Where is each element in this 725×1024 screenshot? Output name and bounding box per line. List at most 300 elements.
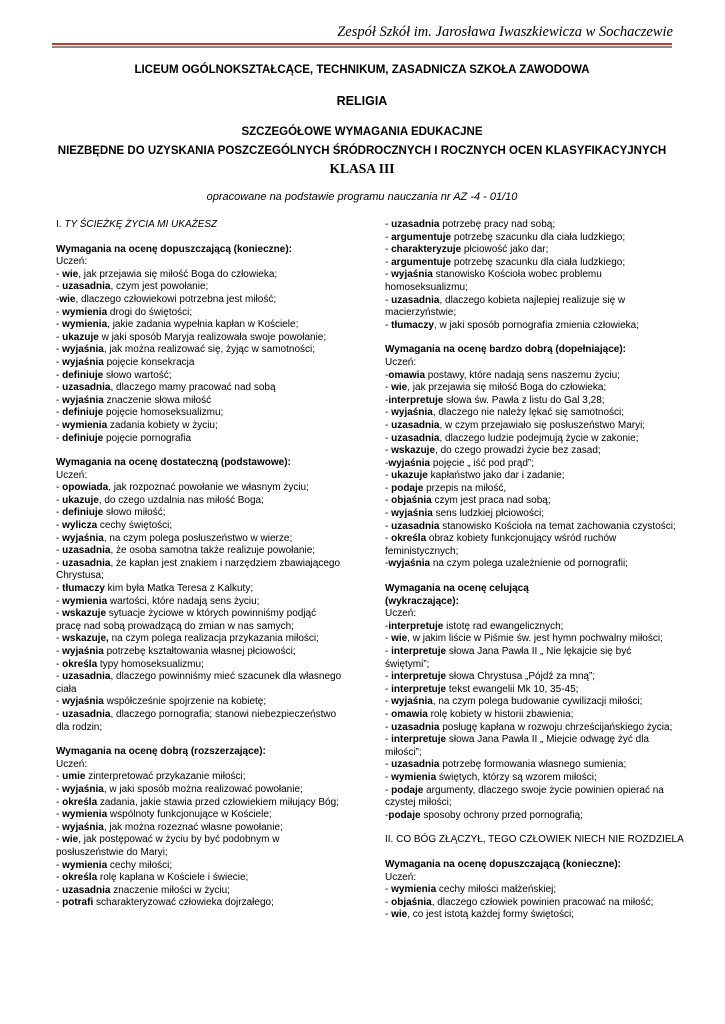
item-verb: wyjaśnia	[62, 394, 104, 406]
item-dash: -	[56, 520, 63, 532]
item-verb: wymienia	[391, 771, 437, 783]
requirement-item	[385, 495, 685, 508]
item-verb: argumentuje	[391, 231, 452, 243]
item-dash: -	[56, 545, 63, 557]
item-text: w jaki sposób Maryja realizowała swoje powołanie;	[98, 331, 327, 343]
item-verb: interpretuje	[388, 620, 444, 632]
item-text: , do czego prowadzi życie bez zasad;	[435, 445, 601, 457]
item-text: , dlaczego nie należy lękać się samotności;	[432, 407, 625, 419]
item-verb: podaje	[388, 809, 421, 821]
item-text: zadania kobiety w życiu;	[107, 419, 218, 431]
requirement-item	[385, 232, 685, 245]
item-text: potrzebę szacunku dla ciała ludzkiego;	[451, 231, 626, 243]
item-verb: uzasadnia	[391, 759, 440, 771]
item-dash: -	[56, 859, 63, 871]
requirement-item	[56, 433, 374, 446]
item-dash: -	[56, 633, 63, 645]
item-text: słowo miłość;	[103, 507, 166, 519]
item-text: stanowisko Kościoła na temat zachowania czystości;	[439, 520, 676, 532]
paragraph-gap	[56, 734, 374, 746]
item-verb: wymienia	[62, 419, 108, 431]
item-dash: -	[385, 407, 392, 419]
item-text: , jak można realizować się, żyjąc w samotności;	[103, 344, 315, 356]
item-text: na czym polega realizacja przykazania miłości;	[108, 633, 319, 645]
requirement-item	[56, 696, 374, 709]
item-verb: wyjaśnia	[62, 821, 104, 833]
item-verb: wyjaśnia	[388, 558, 431, 570]
item-verb: wyjaśnia	[62, 532, 104, 544]
text-line: Uczeń:	[385, 356, 417, 368]
requirement-item	[385, 633, 685, 646]
item-text: słowa Jana Pawła II „ Nie lękajcie się być	[446, 646, 632, 657]
item-verb: wskazuje	[391, 445, 436, 457]
item-verb: wyjaśnia	[391, 407, 433, 419]
item-dash: -	[56, 771, 63, 783]
item-dash: -	[56, 834, 63, 846]
item-text: , dlaczego człowiekowi potrzebna jest miłość;	[75, 293, 277, 305]
item-dash: -	[385, 671, 392, 683]
requirement-item	[56, 281, 374, 294]
requirement-item	[385, 785, 685, 798]
item-verb: wymienia	[62, 306, 108, 318]
requirement-item	[56, 533, 374, 546]
requirement-item	[385, 909, 685, 922]
requirement-item	[56, 659, 374, 672]
text-line: feministycznych;	[385, 545, 459, 557]
item-text: , na czym polega budowanie cywilizacji miłości;	[432, 696, 643, 708]
item-text: rolę kobiety w historii zbawienia;	[427, 708, 574, 720]
item-dash: -	[385, 508, 392, 520]
item-text: kim była Matka Teresa z Kalkuty;	[104, 583, 254, 595]
item-dash: -	[56, 821, 63, 833]
item-text: , dlaczego kobieta najlepiej realizuje się w	[439, 294, 626, 306]
item-dash: -	[56, 356, 63, 368]
item-verb: wie	[59, 293, 76, 305]
item-verb: interpretuje	[391, 734, 447, 746]
text-line: Uczeń:	[56, 758, 88, 770]
text-line: czystej miłości;	[385, 797, 452, 809]
item-dash: -	[385, 708, 392, 720]
requirement-item	[385, 722, 685, 735]
item-dash: -	[56, 532, 63, 544]
item-verb: wymienia	[391, 884, 437, 896]
item-text: znaczenie miłości w życiu;	[110, 884, 230, 896]
item-text: stanowisko Kościoła wobec problemu	[432, 269, 602, 281]
item-verb: uzasadnia	[62, 884, 111, 896]
item-verb: podaje	[391, 482, 424, 494]
requirement-item	[385, 646, 685, 659]
requirement-item	[56, 294, 374, 307]
item-verb: wyjaśnia	[388, 457, 431, 469]
item-dash: -	[385, 231, 392, 243]
item-text: , dlaczego ludzie podejmują życie w zakonie;	[439, 432, 639, 444]
item-text: argumenty, dlaczego swoje życie powinien opierać na	[423, 784, 664, 796]
requirements-title-line1: SZCZEGÓŁOWE WYMAGANIA EDUKACJNE	[241, 126, 483, 138]
text-line: miłości”;	[385, 746, 422, 758]
item-text: sytuacje życiowe w których powinniśmy podjąć	[106, 608, 317, 620]
requirement-item	[56, 809, 374, 822]
item-text: na czym polega uzależnienie od pornografii;	[430, 558, 628, 570]
item-dash: -	[56, 783, 63, 795]
item-dash: -	[56, 696, 63, 708]
item-verb: interpretuje	[388, 394, 444, 406]
item-dash: -	[56, 331, 63, 343]
item-verb: definiuje	[62, 507, 104, 519]
requirement-item	[385, 483, 685, 496]
item-dash: -	[385, 244, 392, 256]
requirement-item	[56, 269, 374, 282]
item-dash: -	[56, 872, 63, 884]
text-line: Uczeń:	[56, 469, 88, 481]
item-text: słowa św. Pawła z listu do Gal 3,28;	[443, 394, 605, 406]
item-verb: uzasadnia	[391, 520, 440, 532]
requirement-item	[385, 759, 685, 772]
paragraph-gap	[385, 847, 685, 859]
requirement-item	[385, 884, 685, 897]
item-text: słowo wartość;	[103, 369, 172, 381]
item-dash: -	[385, 369, 389, 381]
requirement-item	[385, 445, 685, 458]
item-text: drogi do świętości;	[107, 306, 193, 318]
requirement-item	[56, 671, 374, 684]
item-dash: -	[56, 419, 63, 431]
item-text: pojęcie „ iść pod prąd”;	[430, 457, 534, 469]
item-verb: uzasadnia	[62, 557, 111, 569]
left-column	[56, 219, 374, 910]
item-verb: uzasadnia	[62, 545, 111, 557]
requirement-item	[385, 521, 685, 534]
item-verb: wyjaśnia	[62, 356, 104, 368]
text-line: Uczeń:	[56, 256, 88, 268]
text-line: Uczeń:	[385, 871, 417, 883]
item-dash: -	[56, 268, 63, 280]
item-verb: objaśnia	[391, 495, 432, 507]
requirement-item	[56, 382, 374, 395]
item-dash: -	[385, 696, 392, 708]
item-verb: wymienia	[62, 859, 108, 871]
item-dash: -	[56, 671, 63, 683]
grade-heading: Wymagania na ocenę dopuszczającą (konieczne):	[385, 858, 621, 870]
item-text: posługę kapłana w rozwoju chrześcijańskiego życia;	[439, 721, 673, 733]
item-verb: uzasadnia	[391, 219, 440, 230]
item-verb: uzasadnia	[391, 432, 440, 444]
item-text: , dlaczego człowiek powinien pracować na miłość;	[431, 896, 654, 908]
requirement-item	[385, 470, 685, 483]
item-dash: -	[56, 796, 63, 808]
item-verb: wymienia	[62, 595, 108, 607]
item-verb: umie	[62, 771, 86, 783]
item-text: , dlaczego mamy pracować nad sobą	[110, 382, 276, 394]
item-text: czym jest praca nad sobą;	[431, 495, 551, 507]
item-text: pojęcie konsekracja	[103, 356, 195, 368]
item-dash: -	[56, 708, 63, 720]
paragraph-gap	[56, 445, 374, 457]
requirement-item	[56, 332, 374, 345]
item-text: , że kapłan jest znakiem i narzędziem zbawiającego	[110, 557, 341, 569]
requirement-item	[385, 671, 685, 684]
item-text: typy homoseksualizmu;	[97, 658, 204, 670]
requirement-item	[56, 784, 374, 797]
item-verb: wie	[391, 909, 408, 921]
item-dash: -	[385, 909, 392, 921]
requirements-title-line2: NIEZBĘDNE DO UZYSKANIA POSZCZEGÓLNYCH ŚRÓDROCZNYCH I ROCZNYCH OCEN KLASYFIKACYJNYCH	[57, 145, 667, 157]
requirement-item	[385, 533, 685, 546]
item-dash: -	[385, 520, 392, 532]
item-text: , dlaczego powinniśmy mieć szacunek dla własnego	[110, 671, 342, 683]
school-types-title: LICEUM OGÓLNOKSZTAŁCĄCE, TECHNIKUM, ZASADNICZA SZKOŁA ZAWODOWA	[134, 64, 590, 76]
item-verb: uzasadnia	[62, 382, 111, 394]
item-verb: wymienia	[62, 319, 108, 331]
item-verb: interpretuje	[391, 683, 447, 695]
item-dash: -	[385, 759, 392, 771]
paragraph-gap	[56, 232, 374, 244]
item-text: sens ludzkiej płciowości;	[432, 508, 544, 520]
item-text: , w czym przejawiało się posłuszeństwo Maryi;	[439, 419, 646, 431]
item-dash: -	[385, 256, 392, 268]
item-dash: -	[385, 319, 392, 331]
item-verb: uzasadnia	[62, 281, 111, 293]
text-line: świętymi”;	[385, 658, 430, 670]
klasa-title: KLASA III	[329, 161, 395, 176]
item-text: świętych, którzy są wzorem miłości;	[436, 771, 597, 783]
item-text: pojęcie homoseksualizmu;	[103, 407, 224, 419]
grade-heading: Wymagania na ocenę celującą	[385, 583, 529, 595]
item-text: , w jakim liście w Piśmie św. jest hymn pochwalny miłości;	[407, 633, 663, 645]
item-dash: -	[385, 432, 392, 444]
requirement-item	[385, 709, 685, 722]
item-text: zadania, jakie stawia przed człowiekiem miłujący Bóg;	[97, 796, 339, 808]
item-text: scharakteryzować człowieka dojrzałego;	[93, 897, 274, 909]
header-rule-red	[52, 43, 672, 45]
text-line: macierzyństwie;	[385, 307, 457, 319]
requirement-item	[56, 420, 374, 433]
item-text: , na czym polega posłuszeństwo w wierze;	[103, 532, 293, 544]
item-dash: -	[56, 394, 63, 406]
requirement-item	[56, 834, 374, 847]
item-dash: -	[385, 445, 392, 457]
item-dash: -	[385, 482, 392, 494]
item-verb: definiuje	[62, 369, 104, 381]
item-text: cechy świętości;	[97, 520, 173, 532]
requirement-item	[56, 860, 374, 873]
requirement-item	[56, 558, 374, 571]
item-dash: -	[385, 884, 392, 896]
item-verb: potrafi	[62, 897, 94, 909]
item-text: , w jaki sposób pornografia zmienia człowieka;	[433, 319, 640, 331]
item-text: postawy, które nadają sens naszemu życiu;	[425, 369, 620, 381]
requirement-item	[56, 357, 374, 370]
program-basis: opracowane na podstawie programu nauczania nr AZ -4 - 01/10	[206, 191, 518, 203]
item-dash: -	[385, 269, 392, 281]
item-verb: ukazuje	[62, 331, 99, 343]
requirement-item	[385, 684, 685, 697]
item-dash: -	[385, 646, 392, 657]
item-verb: tłumaczy	[62, 583, 105, 595]
requirement-item	[385, 219, 685, 232]
item-verb: charakteryzuje	[391, 244, 462, 256]
section-title: TY ŚCIEŻKĘ ŻYCIA MI UKAŻESZ	[64, 219, 218, 230]
item-text: , jakie zadania wypełnia kapłan w Kościele;	[107, 319, 299, 331]
item-text: , czym jest powołanie;	[110, 281, 209, 293]
item-verb: ukazuje	[391, 470, 428, 482]
item-verb: podaje	[391, 784, 424, 796]
requirement-item	[385, 395, 685, 408]
requirement-item	[385, 257, 685, 270]
item-text: , jak przejawia się miłość Boga do człowieka;	[78, 268, 278, 280]
item-dash: -	[385, 896, 392, 908]
item-text: pojęcie pornografia	[103, 432, 192, 444]
requirement-item	[385, 734, 685, 747]
item-verb: uzasadnia	[391, 419, 440, 431]
paragraph-gap	[385, 571, 685, 583]
item-dash: -	[385, 394, 389, 406]
item-dash: -	[56, 281, 63, 293]
text-line: posłuszeństwie do Maryi;	[56, 846, 168, 858]
section-number: I.	[56, 219, 65, 230]
item-dash: -	[56, 369, 63, 381]
item-dash: -	[385, 382, 392, 394]
item-text: współcześnie spojrzenie na kobietę;	[103, 696, 267, 708]
item-verb: określa	[62, 796, 98, 808]
item-dash: -	[56, 432, 63, 444]
requirement-item	[56, 709, 374, 722]
item-dash: -	[385, 620, 389, 632]
item-text: , dlaczego pornografia; stanowi niebezpieczeństwo	[110, 708, 337, 720]
requirement-item	[56, 646, 374, 659]
requirement-item	[385, 897, 685, 910]
item-dash: -	[385, 470, 392, 482]
item-text: , jak przejawia się miłość Boga do człowieka;	[407, 382, 607, 394]
paragraph-gap	[385, 332, 685, 344]
item-verb: uzasadnia	[62, 708, 111, 720]
item-text: wartości, które nadają sens życiu;	[107, 595, 260, 607]
requirement-item	[385, 772, 685, 785]
item-dash: -	[56, 557, 63, 569]
grade-heading: Wymagania na ocenę dostateczną (podstawowe):	[56, 457, 291, 469]
item-verb: wyjaśnia	[62, 344, 104, 356]
requirement-item	[56, 395, 374, 408]
item-dash: -	[385, 784, 392, 796]
item-verb: wymienia	[62, 809, 108, 821]
paragraph-gap	[385, 822, 685, 834]
item-verb: określa	[391, 533, 427, 545]
grade-heading: Wymagania na ocenę dopuszczającą (konieczne):	[56, 243, 292, 255]
item-text: zinterpretować przykazanie miłości;	[85, 771, 246, 783]
item-verb: wyjaśnia	[62, 783, 104, 795]
requirement-item	[385, 244, 685, 257]
item-dash: -	[385, 219, 392, 230]
item-text: potrzebę pracy nad sobą;	[439, 219, 556, 230]
item-dash: -	[385, 533, 392, 545]
item-verb: interpretuje	[391, 671, 447, 683]
requirement-item	[56, 319, 374, 332]
requirement-item	[56, 608, 374, 621]
item-verb: wyjaśnia	[391, 508, 433, 520]
text-line: dla rodzin;	[56, 721, 103, 733]
requirement-item	[56, 545, 374, 558]
requirement-item	[56, 344, 374, 357]
item-dash: -	[56, 494, 63, 506]
item-verb: uzasadnia	[391, 294, 440, 306]
item-verb: uzasadnia	[62, 671, 111, 683]
item-verb: omawia	[391, 708, 428, 720]
item-dash: -	[385, 633, 392, 645]
item-dash: -	[56, 306, 63, 318]
item-verb: określa	[62, 658, 98, 670]
requirement-item	[385, 295, 685, 308]
item-verb: definiuje	[62, 432, 104, 444]
item-verb: wie	[62, 834, 79, 846]
item-text: słowa Chrystusa „Pójdź za mną”;	[446, 671, 596, 683]
item-dash: -	[385, 419, 392, 431]
requirement-item	[56, 520, 374, 533]
item-dash: -	[56, 658, 63, 670]
text-line	[56, 219, 374, 232]
item-dash: -	[56, 583, 63, 595]
requirement-item	[56, 872, 374, 885]
requirement-item	[385, 696, 685, 709]
requirement-item	[385, 458, 685, 471]
item-text: słowa Jana Pawła II „ Miejcie odwagę żyć dla	[446, 734, 649, 746]
item-dash: -	[56, 595, 63, 607]
item-verb: tłumaczy	[391, 319, 434, 331]
requirement-item	[385, 558, 685, 571]
item-text: kapłaństwo jako dar i zadanie;	[427, 470, 565, 482]
item-text: , jak można rozeznać własne powołanie;	[103, 821, 283, 833]
item-verb: wyjaśnia	[391, 696, 433, 708]
item-dash: -	[385, 495, 392, 507]
item-text: , do czego uzdalnia nas miłość Boga;	[98, 494, 264, 506]
text-line: Chrystusa;	[56, 570, 104, 582]
requirement-item	[56, 507, 374, 520]
grade-heading: (wykraczające):	[385, 595, 459, 607]
text-line: pracę nad sobą prowadzącą do zmian w nas samych;	[56, 620, 294, 632]
item-dash: -	[56, 507, 63, 519]
item-verb: uzasadnia	[391, 721, 440, 733]
item-verb: wyjaśnia	[62, 696, 104, 708]
item-verb: omawia	[388, 369, 426, 381]
item-verb: interpretuje	[391, 646, 447, 657]
item-text: , co jest istotą każdej formy świętości;	[407, 909, 574, 921]
item-text: istotę rad ewangelicznych;	[443, 620, 564, 632]
item-dash: -	[56, 407, 63, 419]
item-verb: wylicza	[62, 520, 98, 532]
text-line: ciała	[56, 683, 77, 695]
item-text: , że osoba samotna także realizuje powołanie;	[110, 545, 316, 557]
item-text: obraz kobiety funkcjonujący wśród ruchów	[426, 533, 617, 545]
item-dash: -	[56, 884, 63, 896]
item-dash: -	[56, 382, 63, 394]
item-verb: wie	[391, 382, 408, 394]
item-text: , jak rozpoznać powołanie we własnym życiu;	[108, 482, 309, 494]
item-verb: określa	[62, 872, 98, 884]
requirement-item	[56, 482, 374, 495]
item-text: przepis na miłość,	[423, 482, 507, 494]
item-dash: -	[56, 809, 63, 821]
requirement-item	[56, 407, 374, 420]
item-dash: -	[385, 771, 392, 783]
item-verb: objaśnia	[391, 896, 432, 908]
item-text: , w jaki sposób można realizować powołanie;	[103, 783, 303, 795]
requirement-item	[56, 897, 374, 910]
item-text: znaczenie słowa miłość	[103, 394, 212, 406]
item-text: płciowość jako dar;	[461, 244, 549, 256]
item-verb: wskazuje,	[62, 633, 109, 645]
item-dash: -	[56, 646, 63, 657]
requirement-item	[56, 495, 374, 508]
item-dash: -	[56, 344, 63, 356]
requirement-item	[385, 621, 685, 634]
